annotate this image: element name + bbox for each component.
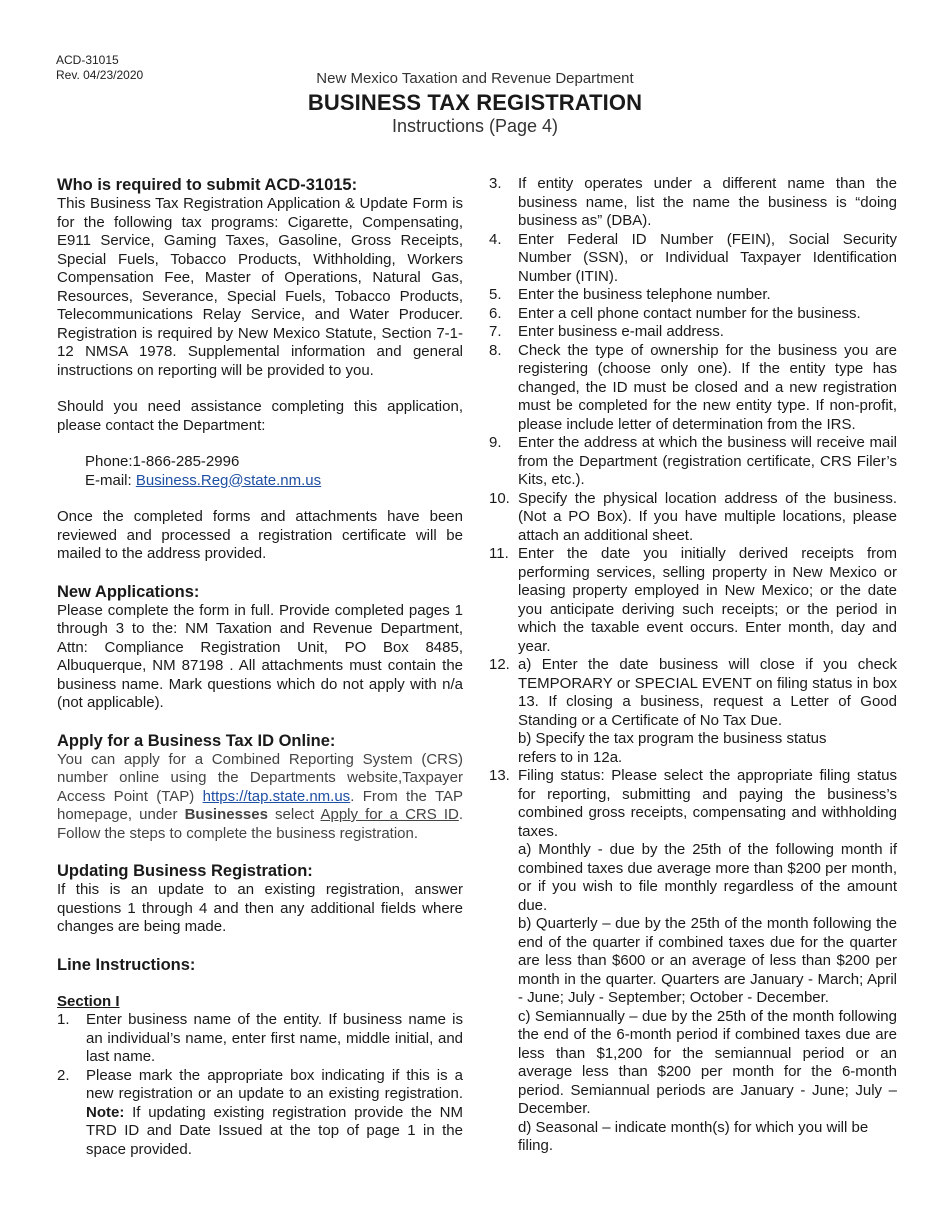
apply-online-text-1: You can apply for a Combined Reporting System (CRS) number online using the Departments website,Taxpayer Access Point (TAP) [57,750,463,805]
page-title: BUSINESS TAX REGISTRATION [307,90,643,115]
list-item [489,231,897,287]
item-number: 2. [57,1066,70,1084]
item-text: Enter Federal ID Number (FEIN), Social Security Number (SSN), or Individual Taxpayer Identification Number (ITIN). [518,230,897,285]
form-number: ACD-31015 [56,53,119,67]
item-number: 10. [489,489,510,507]
tap-url-link[interactable]: https://tap.state.nm.us [202,787,351,805]
form-revision: Rev. 04/23/2020 [56,68,144,82]
email-link[interactable]: Business.Reg@state.nm.us [135,471,322,489]
phone-number: Phone:1-866-285-2996 [85,453,240,470]
assistance-text: Should you need assistance completing this application, please contact the Department: [57,398,463,434]
list-item [57,1067,463,1160]
list-item [489,305,897,324]
list-item [489,545,897,656]
page-subtitle: Instructions (Page 4) [391,116,559,136]
contact-block [57,453,463,490]
item-number: 12. [489,656,510,673]
who-body: This Business Tax Registration Application & Update Form is for the following tax programs: Cigarette, Compensating, E911 Service, Gaming Taxes, Gasoline, Gross Receipts, Special Fuels, Tobacco Products, Withholding, Workers Compensation Fee, Master of Operations, Natural Gas, Resources, Severance, Special Fuels, Tobacco Products, Telecommunications Relay Service, and Water Producer. Registration is required by New Mexico Statute, Section 7-1-12 NMSA 1978. Supplemental information and general instructions on reporting will be provided to you. [57,195,463,379]
list-item [489,656,897,767]
item-text: Enter the address at which the business will receive mail from the Department (registration certificate, CRS Filer’s Kits, etc.). [518,434,897,488]
item-number: 1. [57,1011,70,1028]
businesses-label: Businesses [184,806,268,823]
item-number: 8. [489,341,502,359]
list-item [489,286,897,305]
item-number: 7. [489,323,502,340]
item-number: 4. [489,230,502,248]
item-text: Please mark the appropriate box indicating if this is a new registration or an update to an existing registration. [86,1066,463,1102]
apply-crs-id-label: Apply for a CRS ID [320,806,459,823]
department-name: New Mexico Taxation and Revenue Department [316,70,634,87]
list-item [489,175,897,231]
item-text-continued: If updating existing registration provide the NM TRD ID and Date Issued at the top of page 1 in the space provided. [86,1103,463,1158]
list-item [489,767,897,1156]
new-applications-body: Please complete the form in full. Provide completed pages 1 through 3 to the: NM Taxation and Revenue Department, Attn: Compliance Registration Unit, PO Box 8485, Albuquerque, NM 87198 . All attachments must contain the business name. Mark questions which do not apply with n/a (not applicable). [57,601,463,711]
right-column [489,175,897,1156]
item-number: 11. [489,545,509,562]
filing-status-semiannually: c) Semiannually – due by the 25th of the month following the end of the 6-month period if combined taxes due are less than $1,200 for the semiannual period or an average less than $200 per month for the 6-month period. Semiannual periods are January - June; July – December. [518,1007,897,1117]
filing-status-seasonal: d) Seasonal – indicate month(s) for which you will be filing. [518,1118,869,1154]
apply-online-heading: Apply for a Business Tax ID Online: [57,731,336,750]
apply-online-text-3: select [267,806,321,823]
item-text: Specify the physical location address of the business. (Not a PO Box). If you have multiple locations, please attach an additional sheet. [518,489,897,544]
item-12a-text: a) Enter the date business will close if you check TEMPORARY or SPECIAL EVENT on filing status in box 13. If closing a business, request a Letter of Good Standing or a Certificate of No Tax Due. [518,656,897,729]
processing-text: Once the completed forms and attachments have been reviewed and processed a registration certificate will be mailed to the address provided. [57,508,463,562]
who-heading: Who is required to submit ACD-31015: [57,176,358,194]
item-text: Check the type of ownership for the business you are registering (choose only one). If the entity type has changed, the ID must be closed and a new registration must be completed for the new entity type. If non-profit, please include letter of determination from the IRS. [518,341,897,433]
list-item [489,490,897,546]
filing-status-monthly: a) Monthly - due by the 25th of the following month if combined taxes due average more than $200 per month, or if you wish to file monthly regardless of the amount due. [518,841,897,914]
filing-status-quarterly: b) Quarterly – due by the 25th of the month following the end of the quarter if combined taxes due for the quarter are less than $600 or an average of less than $200 per month in the quarter. Quarters are January - March; April - June; July - September; October - December. [518,915,897,1006]
section-i-heading: Section I [57,992,120,1010]
list-item [57,1011,463,1067]
item-number: 13. [489,767,510,784]
updating-heading: Updating Business Registration: [57,862,313,880]
item-number: 6. [489,304,502,322]
item-number: 5. [489,286,502,303]
item-text: Enter the date you initially derived receipts from performing services, selling property in New Mexico or leasing property employed in New Mexico; or the date you anticipate deriving such receipts; or the period in which the taxable event occurs. Enter month, day and year. [518,545,897,655]
section-i-list [57,1011,463,1159]
apply-online-body [57,751,463,844]
item-text: Enter the business telephone number. [518,286,771,303]
left-column [57,175,463,1159]
filing-status-intro: Filing status: Please select the appropriate filing status for reporting, submitting and paying the business’s combined gross receipts, compensating and withholding taxes. [518,767,897,840]
item-number: 9. [489,434,502,451]
item-text: Enter business name of the entity. If business name is an individual’s name, enter first name, middle initial, and last name. [86,1011,463,1065]
item-number: 3. [489,175,502,192]
line-instructions-heading: Line Instructions: [57,955,196,974]
updating-body: If this is an update to an existing registration, answer questions 1 through 4 and then any additional fields where changes are being made. [57,881,463,935]
list-item [489,323,897,342]
note-label: Note: [86,1103,125,1121]
item-text: Enter a cell phone contact number for the business. [518,304,861,322]
list-item [489,434,897,490]
item-text: Enter business e-mail address. [518,323,724,340]
new-applications-heading: New Applications: [57,582,200,601]
item-12b-text-continued: refers to in 12a. [518,748,623,766]
apply-online-text-2: . From the TAP homepage, under [57,787,464,823]
item-12b-text: b) Specify the tax program the business status [518,730,827,747]
list-item [489,342,897,435]
line-instructions-list [489,175,897,1156]
apply-online-text-4: . Follow the steps to complete the business registration. [57,806,463,842]
email-line [85,472,463,491]
email-label: E-mail: [85,471,136,489]
item-text: If entity operates under a different name than the business name, list the name the business is “doing business as” (DBA). [518,175,897,229]
